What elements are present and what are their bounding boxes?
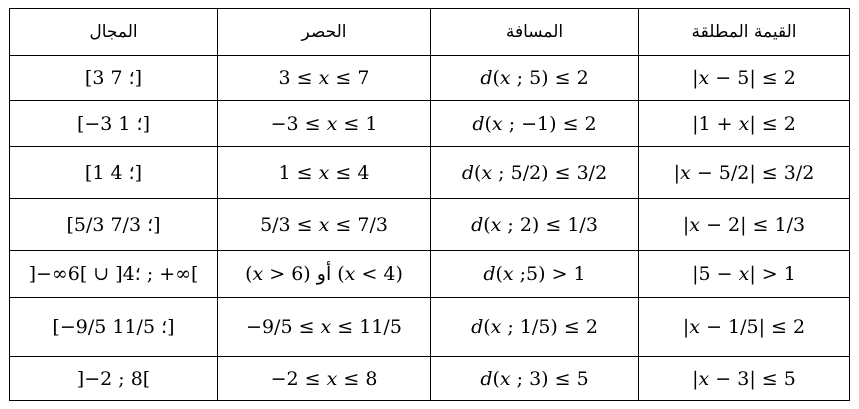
table-row — [10, 101, 850, 147]
bounding-value: −2 ≤ 𝑥 ≤ 8 — [270, 367, 378, 390]
absolute-value: |𝑥 − 3| ≤ 5 — [692, 367, 796, 390]
header-domain: المجال — [10, 9, 218, 56]
distance-cell — [431, 199, 639, 251]
domain-value: ]−2 ; 8[ — [76, 367, 151, 390]
distance-value: 𝑑(𝑥 ; −1) ≤ 2 — [472, 112, 597, 135]
table-row — [10, 199, 850, 251]
distance-value: 𝑑(𝑥 ; 2) ≤ 1/3 — [471, 213, 598, 236]
bounding-value: −3 ≤ 𝑥 ≤ 1 — [270, 112, 378, 135]
absolute-value: |𝑥 − 2| ≤ 1/3 — [682, 213, 806, 236]
domain-cell — [10, 199, 218, 251]
bounding-cell — [218, 56, 431, 101]
distance-value: 𝑑(𝑥 ; 1/5) ≤ 2 — [471, 316, 598, 338]
domain-cell — [10, 56, 218, 101]
absolute-value: |𝑥 − 5/2| ≤ 3/2 — [673, 161, 815, 184]
domain-value: [−9/5 ؛ 11/5] — [52, 316, 175, 338]
distance-value: 𝑑(𝑥 ; 5) ≤ 2 — [480, 67, 589, 89]
table-row — [10, 147, 850, 199]
distance-cell — [431, 101, 639, 147]
bounding-cell — [218, 251, 431, 298]
domain-value: ]−∞؛4[ ∪ ]6 ; +∞[ — [28, 263, 199, 285]
domain-cell — [10, 101, 218, 147]
distance-cell — [431, 147, 639, 199]
bounding-value: 3 ≤ 𝑥 ≤ 7 — [278, 67, 370, 89]
bounding-cell — [218, 199, 431, 251]
absolute-value-cell — [639, 251, 850, 298]
distance-cell — [431, 298, 639, 357]
distance-cell — [431, 357, 639, 401]
absolute-value: |𝑥 − 5| ≤ 2 — [692, 67, 796, 89]
bounding-cell — [218, 298, 431, 357]
math-table — [9, 8, 850, 401]
domain-cell — [10, 147, 218, 199]
header-bounding: الحصر — [218, 9, 431, 56]
distance-value: 𝑑(𝑥 ;5) > 1 — [483, 263, 586, 285]
distance-value: 𝑑(𝑥 ; 3) ≤ 5 — [480, 367, 589, 390]
absolute-value: |𝑥 − 1/5| ≤ 2 — [682, 316, 806, 338]
distance-cell — [431, 56, 639, 101]
bounding-value: −9/5 ≤ 𝑥 ≤ 11/5 — [246, 316, 402, 338]
absolute-value: |1 + 𝑥| ≤ 2 — [692, 112, 796, 135]
table-row — [10, 251, 850, 298]
domain-value: [1 ؛ 4] — [84, 161, 143, 184]
bounding-cell — [218, 357, 431, 401]
header-distance: المسافة — [431, 9, 639, 56]
bounding-value: (𝑥 > 6) أو (𝑥 < 4) — [245, 263, 403, 285]
absolute-value: |5 − 𝑥| > 1 — [692, 263, 796, 285]
domain-cell — [10, 251, 218, 298]
domain-value: [3 ؛ 7] — [84, 67, 143, 89]
absolute-value-cell — [639, 147, 850, 199]
bounding-cell — [218, 101, 431, 147]
absolute-value-cell — [639, 357, 850, 401]
domain-cell — [10, 357, 218, 401]
table-row — [10, 56, 850, 101]
absolute-value-cell — [639, 56, 850, 101]
header-absolute-value: القيمة المطلقة — [639, 9, 850, 56]
absolute-value-cell — [639, 199, 850, 251]
bounding-cell — [218, 147, 431, 199]
domain-cell — [10, 298, 218, 357]
bounding-value: 5/3 ≤ 𝑥 ≤ 7/3 — [260, 213, 388, 236]
distance-cell — [431, 251, 639, 298]
domain-value: [5/3 ؛ 7/3] — [66, 213, 161, 236]
table-row — [10, 298, 850, 357]
table-row — [10, 357, 850, 401]
absolute-value-cell — [639, 298, 850, 357]
absolute-value-cell — [639, 101, 850, 147]
domain-value: [−3 ؛ 1] — [76, 112, 151, 135]
header-row — [10, 9, 850, 56]
bounding-value: 1 ≤ 𝑥 ≤ 4 — [278, 161, 370, 184]
distance-value: 𝑑(𝑥 ; 5/2) ≤ 3/2 — [461, 161, 608, 184]
